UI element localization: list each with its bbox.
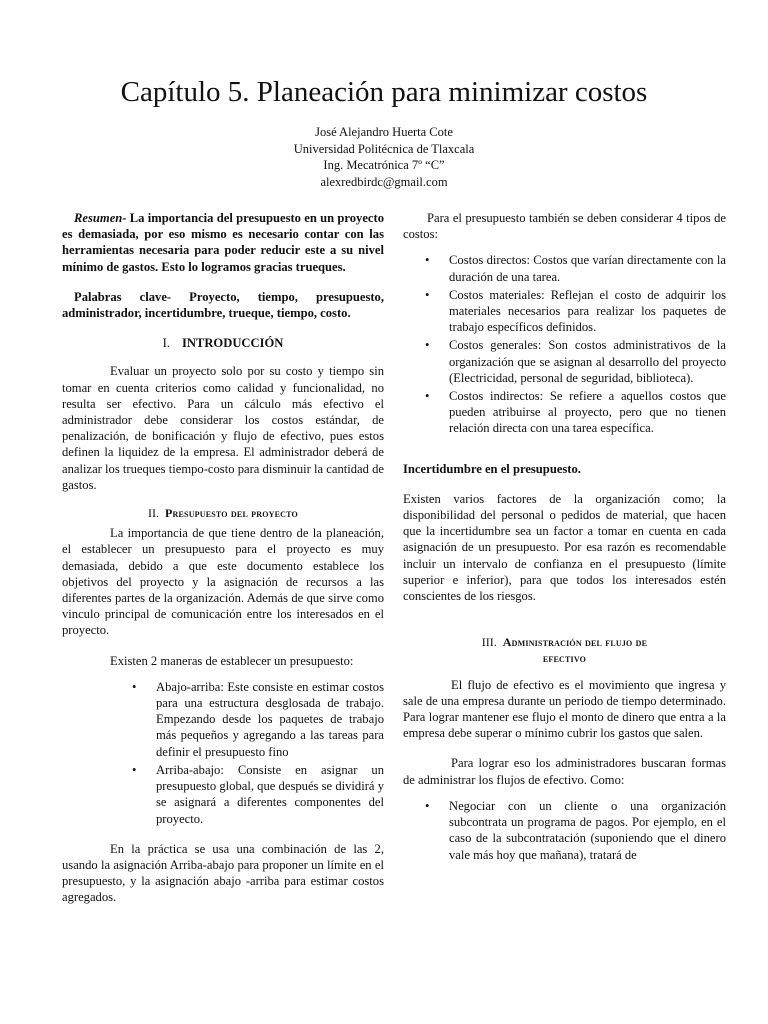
list-item: • Negociar con un cliente o una organización subcontrata un programa de pagos. Por ejemplo, en el caso de la subcontratación (suponiendo que el dinero vale más hoy que mañana), tratará de [425,798,726,862]
list-item: • Costos indirectos: Se refiere a aquellos costos que pueden atribuirse al proyecto, pero que no tienen relación directa con una tarea específica. [425,389,726,436]
bullet-icon: • [425,338,430,353]
author-block [0,124,768,190]
right-column [403,210,726,865]
bullet-icon: • [425,253,430,268]
author-name: José Alejandro Huerta Cote [315,125,453,139]
bullet-icon: • [425,287,430,302]
keywords: Palabras clave- Proyecto, tiempo, presupuesto, administrador, incertidumbre, trueque, tiempo, costo. [62,289,384,321]
list-item: • Costos generales: Son costos administrativos de la organización que se asignan al desarrollo del proyecto (Electricidad, personal de seguridad, biblioteca). [425,338,726,385]
section-heading-introduccion [62,335,384,351]
presupuesto-bullet-list [62,679,384,827]
subsection-heading: Incertidumbre en el presupuesto. [403,461,581,476]
author-email: alexredbirdc@gmail.com [320,174,448,189]
incertidumbre-paragraph: Existen varios factores de la organización como; la disponibilidad del personal o pedidos de material, que hacen que la incertidumbre sea un factor a tomar en cuenta en cada asignación de un presupuesto. Por esa razón es recomendable incluir un intervalo de confianza en el presupuesto (límite superior e inferior), para que todos los interesados estén conscientes de los riesgos. [403,491,726,604]
section-title: Presupuesto del proyecto [165,506,298,521]
section-heading-presupuesto [62,505,384,521]
intro-paragraph: Evaluar un proyecto solo por su costo y tiempo sin tomar en cuenta criterios como calidad y funcionalidad, no resulta ser efectivo. Para un cálculo más efectivo el administrador debe considerar los costos estándar, de penalización, de bonificación y flujo de efectivo, pues estos definen la liquidez de la empresa. El administrador deberá de analizar los trueques tiempo-costo para disminuir la cantidad de gastos. [62,364,384,492]
section-heading-flujo [403,634,726,666]
section-title: Administración del flujo de [502,635,648,650]
flujo-paragraph: El flujo de efectivo es el movimiento que ingresa y sale de una empresa durante un periodo de tiempo determinado. Para lograr mantener ese flujo el monto de dinero que entra a la empresa debe superar o mínimo cubrir los gastos que salen. [403,677,726,741]
bullet-icon: • [425,798,430,813]
presupuesto-paragraph: La importancia de que tiene dentro de la planeación, el establecer un presupuesto para el proyecto es muy demasiada, debido a que este documento establece los objetivos del proyecto y la asignación de recursos a las diferentes partes de la organización. Además de que sirve como vinculo principal de comunicación entre los interesados en el proyecto. [62,526,384,638]
abstract-label: Resumen- [74,211,127,225]
paper-title: Capítulo 5. Planeación para minimizar costos [120,76,648,108]
abstract-text: La importancia del presupuesto en un proyecto es demasiada, por eso mismo es necesario contar con las herramientas necesaria para poder reducir este a su nivel mínimo de gastos. Esto lo logramos gracias trueques. [62,211,384,274]
flujo-paragraph: Para lograr eso los administradores buscaran formas de administrar los flujos de efectivo. Como: [403,756,726,787]
abstract [62,210,384,275]
section-title: INTRODUCCIÓN [181,336,284,351]
costos-bullet-list [403,252,726,436]
bullet-icon: • [132,762,137,777]
bullet-icon: • [425,389,430,404]
author-program: Ing. Mecatrónica 7º “C” [323,158,445,172]
presupuesto-paragraph: Existen 2 maneras de establecer un presupuesto: [110,653,354,668]
author-affiliation: Universidad Politécnica de Tlaxcala [293,141,475,156]
presupuesto-paragraph: En la práctica se usa una combinación de las 2, usando la asignación Arriba-abajo para proponer un límite en el presupuesto, y la asignación abajo -arriba para estimar costos agregados. [62,841,384,905]
section-number: II. [148,506,159,521]
bullet-icon: • [132,679,137,694]
section-number: I. [162,336,170,351]
list-item: • Abajo-arriba: Este consiste en estimar costos para una estructura desglosada de trabajo. Empezando desde los paquetes de trabajo más pequeños y agregando a las tareas para definir el presupuesto fino [132,679,384,759]
list-item: • Arriba-abajo: Consiste en asignar un presupuesto global, que después se dividirá y se asignará a diferentes componentes del proyecto. [132,762,384,826]
section-number: III. [481,635,497,650]
left-column [62,210,384,906]
list-item: • Costos directos: Costos que varían directamente con la duración de una tarea. [425,253,726,284]
list-item: • Costos materiales: Reflejan el costo de adquirir los materiales necesarios para realizar los paquetes de trabajo específicos definidos. [425,287,726,335]
section-title-cont: efectivo [542,651,587,666]
costos-paragraph: Para el presupuesto también se deben considerar 4 tipos de costos: [403,211,726,242]
flujo-bullet-list [403,798,726,863]
